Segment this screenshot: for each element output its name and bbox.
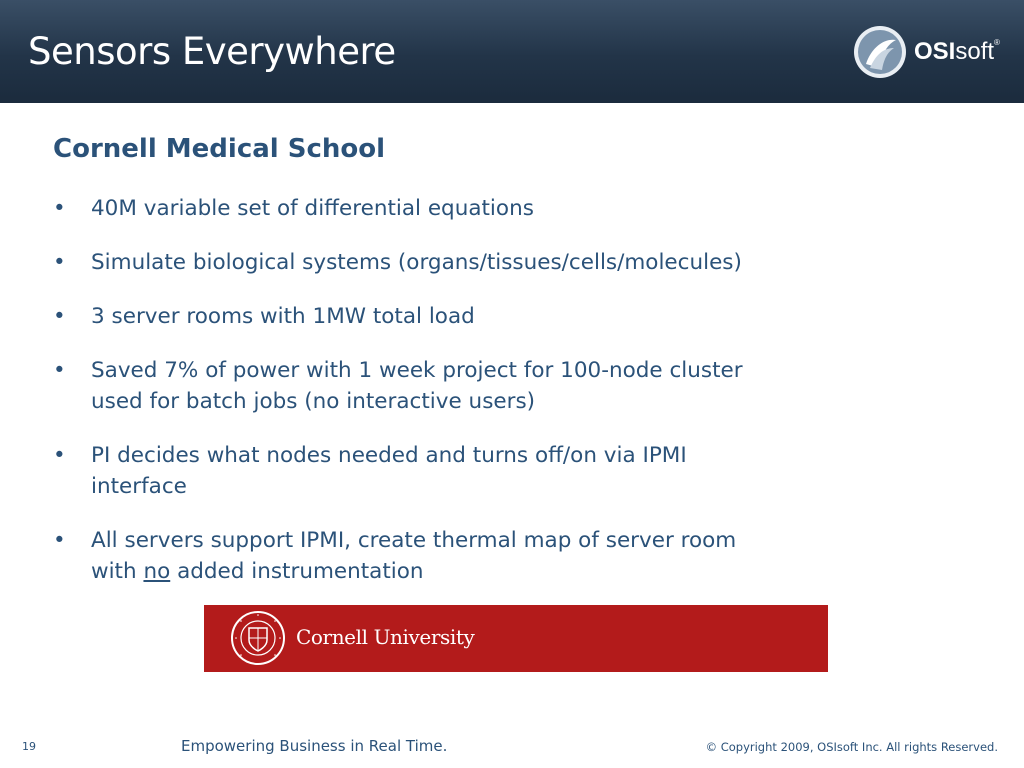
footer-copyright: © Copyright 2009, OSIsoft Inc. All rights Reserved.: [705, 740, 998, 754]
bullet-item: [53, 247, 813, 278]
osisoft-wordmark: OSIsoft®: [914, 38, 1000, 65]
bullet-text: Saved 7% of power with 1 week project for 100-node cluster: [91, 358, 743, 383]
cornell-university-name: Cornell University: [296, 625, 475, 649]
slide-title: Sensors Everywhere: [28, 30, 396, 73]
slide-header: [0, 0, 1024, 103]
bullet-item: [53, 193, 813, 224]
bullet-marker: •: [53, 528, 66, 553]
bullet-item: [53, 525, 813, 587]
cornell-seal-icon: [230, 610, 286, 666]
bullet-marker: •: [53, 250, 66, 275]
bullet-text: Simulate biological systems (organs/tissues/cells/molecules): [91, 250, 742, 275]
bullet-marker: •: [53, 196, 66, 221]
bullet-item: [53, 440, 813, 502]
cornell-banner: [204, 605, 828, 672]
osisoft-swirl-icon: [852, 24, 908, 80]
bullet-text: All servers support IPMI, create thermal map of server room: [91, 528, 737, 553]
bullet-item: [53, 355, 813, 417]
osisoft-logo: [852, 24, 1012, 80]
bullet-marker: •: [53, 304, 66, 329]
bullet-text-continued: used for batch jobs (no interactive users): [91, 389, 536, 414]
bullet-text: PI decides what nodes needed and turns off/on via IPMI: [91, 443, 687, 468]
underlined-word: no: [143, 559, 171, 584]
bullet-text: 3 server rooms with 1MW total load: [91, 304, 475, 329]
bullet-item: [53, 301, 813, 332]
section-heading: Cornell Medical School: [53, 134, 386, 164]
bullet-text-continued: with: [91, 559, 144, 584]
bullet-text-tail: added instrumentation: [170, 559, 424, 584]
bullet-text-continued: interface: [91, 474, 187, 499]
footer-tagline: Empowering Business in Real Time.: [181, 737, 448, 755]
slide-number: 19: [22, 740, 36, 753]
bullet-text: 40M variable set of differential equations: [91, 196, 534, 221]
bullet-marker: •: [53, 443, 66, 468]
bullet-marker: •: [53, 358, 66, 383]
bullet-list: [53, 193, 813, 610]
